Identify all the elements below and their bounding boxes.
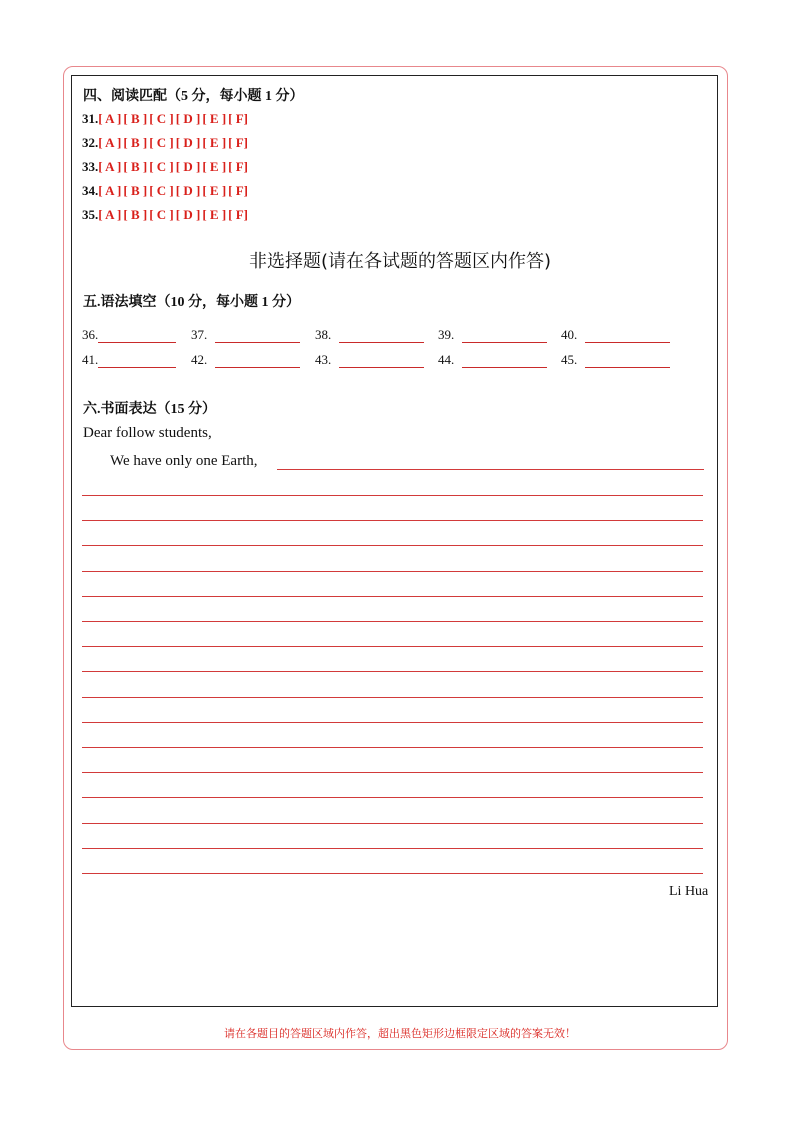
fill-blank bbox=[438, 352, 547, 368]
answer-blank-line[interactable] bbox=[98, 328, 176, 343]
option-bubble[interactable]: [ D ] bbox=[175, 183, 201, 198]
writing-line[interactable] bbox=[82, 873, 703, 874]
option-bubble[interactable]: [ E ] bbox=[202, 111, 227, 126]
writing-line[interactable] bbox=[82, 495, 703, 496]
option-bubble[interactable]: [ A ] bbox=[98, 159, 122, 174]
option-bubble[interactable]: [ B ] bbox=[123, 183, 148, 198]
nonchoice-title: 非选择题(请在各试题的答题区内作答) bbox=[248, 251, 552, 272]
letter-greeting: Dear follow students, bbox=[83, 425, 212, 441]
option-bubble[interactable]: [ A ] bbox=[98, 111, 122, 126]
option-bubble[interactable]: [ D ] bbox=[175, 135, 201, 150]
writing-line[interactable] bbox=[82, 621, 703, 622]
answer-blank-line[interactable] bbox=[215, 353, 300, 368]
writing-line-first[interactable] bbox=[277, 469, 704, 470]
answer-blank-line[interactable] bbox=[585, 353, 670, 368]
answer-blank-line[interactable] bbox=[462, 328, 547, 343]
writing-line[interactable] bbox=[82, 747, 703, 748]
option-bubble[interactable]: [ E ] bbox=[202, 207, 227, 222]
option-row bbox=[82, 207, 250, 225]
blank-number: 37. bbox=[191, 327, 208, 342]
option-bubble[interactable]: [ B ] bbox=[123, 111, 148, 126]
option-bubble[interactable]: [ C ] bbox=[149, 135, 174, 150]
option-bubble[interactable]: [ B ] bbox=[123, 159, 148, 174]
writing-line[interactable] bbox=[82, 697, 703, 698]
section5-title: 五.语法填空（10 分，每小题 1 分） bbox=[83, 295, 300, 310]
question-number: 34. bbox=[82, 183, 99, 198]
answer-blank-line[interactable] bbox=[98, 353, 176, 368]
signature: Li Hua bbox=[669, 884, 709, 899]
blank-number: 43. bbox=[315, 352, 332, 367]
option-bubble[interactable]: [ E ] bbox=[202, 135, 227, 150]
answer-blank-line[interactable] bbox=[215, 328, 300, 343]
option-bubble[interactable]: [ A ] bbox=[98, 207, 122, 222]
fill-blank bbox=[561, 327, 670, 343]
writing-line[interactable] bbox=[82, 797, 703, 798]
footer-notice: 请在各题目的答题区域内作答，超出黑色矩形边框限定区域的答案无效！ bbox=[224, 1027, 576, 1040]
fill-blank bbox=[191, 352, 300, 368]
fill-blank bbox=[561, 352, 670, 368]
fill-blank bbox=[438, 327, 547, 343]
answer-blank-line[interactable] bbox=[339, 353, 424, 368]
blank-number: 36. bbox=[82, 327, 99, 342]
option-bubble[interactable]: [ D ] bbox=[175, 111, 201, 126]
option-bubble[interactable]: [ A ] bbox=[98, 135, 122, 150]
option-bubble[interactable]: [ A ] bbox=[98, 183, 122, 198]
question-number: 31. bbox=[82, 111, 99, 126]
answer-blank-line[interactable] bbox=[339, 328, 424, 343]
option-bubble[interactable]: [ B ] bbox=[123, 207, 148, 222]
section4-title: 四、阅读匹配（5 分，每小题 1 分） bbox=[83, 89, 304, 104]
blank-number: 40. bbox=[561, 327, 578, 342]
option-bubble[interactable]: [ C ] bbox=[149, 111, 174, 126]
blank-number: 38. bbox=[315, 327, 332, 342]
option-row bbox=[82, 135, 250, 153]
writing-line[interactable] bbox=[82, 823, 703, 824]
blank-number: 44. bbox=[438, 352, 455, 367]
option-bubble[interactable]: [ F] bbox=[228, 111, 249, 126]
option-bubble[interactable]: [ D ] bbox=[175, 159, 201, 174]
letter-first-line: We have only one Earth, bbox=[110, 453, 258, 469]
option-bubble[interactable]: [ F] bbox=[228, 183, 249, 198]
fill-blank bbox=[315, 327, 424, 343]
blank-number: 41. bbox=[82, 352, 99, 367]
option-bubble[interactable]: [ F] bbox=[228, 159, 249, 174]
option-row bbox=[82, 111, 250, 129]
option-row bbox=[82, 183, 250, 201]
question-number: 35. bbox=[82, 207, 99, 222]
option-bubble[interactable]: [ F] bbox=[228, 135, 249, 150]
question-number: 33. bbox=[82, 159, 99, 174]
writing-line[interactable] bbox=[82, 520, 703, 521]
fill-blank bbox=[82, 352, 176, 368]
writing-line[interactable] bbox=[82, 596, 703, 597]
writing-line[interactable] bbox=[82, 772, 703, 773]
option-bubble[interactable]: [ E ] bbox=[202, 159, 227, 174]
option-row bbox=[82, 159, 250, 177]
blank-number: 42. bbox=[191, 352, 208, 367]
option-bubble[interactable]: [ C ] bbox=[149, 207, 174, 222]
answer-blank-line[interactable] bbox=[462, 353, 547, 368]
fill-blank bbox=[82, 327, 176, 343]
fill-blank bbox=[191, 327, 300, 343]
option-bubble[interactable]: [ B ] bbox=[123, 135, 148, 150]
option-bubble[interactable]: [ C ] bbox=[149, 159, 174, 174]
blank-number: 39. bbox=[438, 327, 455, 342]
fill-blank bbox=[315, 352, 424, 368]
writing-line[interactable] bbox=[82, 722, 703, 723]
writing-line[interactable] bbox=[82, 571, 703, 572]
writing-line[interactable] bbox=[82, 671, 703, 672]
option-bubble[interactable]: [ C ] bbox=[149, 183, 174, 198]
writing-line[interactable] bbox=[82, 646, 703, 647]
writing-line[interactable] bbox=[82, 848, 703, 849]
option-bubble[interactable]: [ F] bbox=[228, 207, 249, 222]
blank-number: 45. bbox=[561, 352, 578, 367]
section6-title: 六.书面表达（15 分） bbox=[83, 402, 216, 417]
question-number: 32. bbox=[82, 135, 99, 150]
answer-blank-line[interactable] bbox=[585, 328, 670, 343]
option-bubble[interactable]: [ E ] bbox=[202, 183, 227, 198]
writing-line[interactable] bbox=[82, 545, 703, 546]
option-bubble[interactable]: [ D ] bbox=[175, 207, 201, 222]
